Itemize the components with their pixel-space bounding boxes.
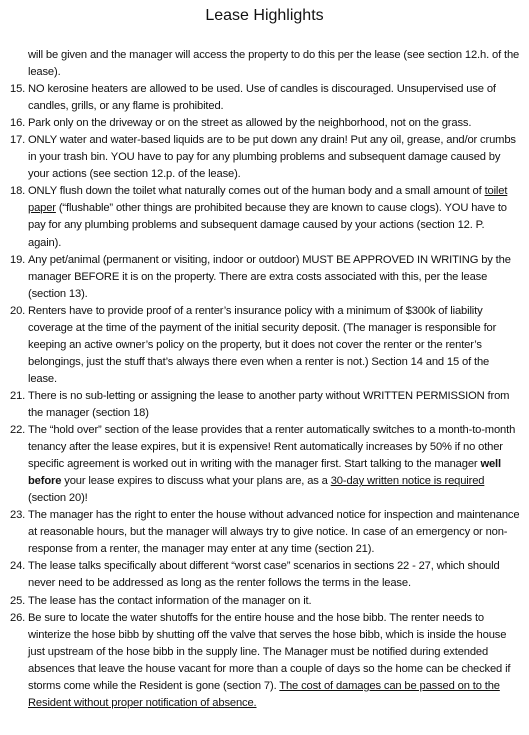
list-item [10, 388, 520, 422]
item-text-part: Be sure to locate the water shutoffs for the entire house and the hose bibb. The renter needs to winterize the hose bibb by shutting off the valve that serves the hose bibb, which is inside the house just upstream of the hose bibb in the supply line. The Manager must be notified during extended absences that leave the house vacant for more than a couple of days so the home can be checked if storms come while the Resident is gone (section 7). [28, 611, 511, 692]
item-text: There is no sub-letting or assigning the lease to another party without WRITTEN PERMISSION from the manager (section 18) [28, 389, 510, 419]
item-number: 25. [10, 594, 26, 607]
item-number: 19. [10, 253, 26, 266]
item-text: Renters have to provide proof of a renter’s insurance policy with a minimum of $300k of liability coverage at the time of the payment of the initial security deposit. (The manager is responsible for keeping an active owner’s policy on the property, but it does not cover the renter or the renter’s belongings, just the stuff that’s always there even when a renter is not.) Section 14 and 15 of the lease. [28, 304, 497, 385]
item-text: ONLY water and water-based liquids are to be put down any drain! Put any oil, grease, and/or crumbs in your trash bin. YOU have to pay for any plumbing problems and subsequent damage caused by your actions (see section 12.p. of the lease). [28, 134, 516, 181]
item-number: 20. [10, 304, 26, 317]
item-text-part: (section 20)! [28, 492, 88, 505]
list-item [10, 593, 520, 610]
list-item [10, 115, 520, 132]
underlined-text: 30-day written notice is required [330, 475, 485, 488]
underlined-text: toilet paper [28, 185, 508, 215]
item-text [28, 610, 520, 712]
item-text [28, 183, 520, 251]
item-number: 26. [10, 611, 26, 624]
list-item [10, 81, 520, 115]
item-number: 22. [10, 424, 26, 437]
list-item [10, 183, 520, 251]
continuation-text: will be given and the manager will access the property to do this per the lease (see section 12.h. of the lease). [28, 49, 520, 79]
item-text-part: your lease expires to discuss what your plans are, as a [61, 475, 331, 488]
item-text: NO kerosine heaters are allowed to be used. Use of candles is discouraged. Unsupervised use of candles, grills, or any flame is prohibited. [28, 83, 496, 113]
item-text: The manager has the right to enter the house without advanced notice for inspection and maintenance at reasonable hours, but the manager will always try to give notice. In case of an emergency or non-response from a renter, the manager may enter at any time (section 21). [28, 509, 520, 556]
item-text [28, 422, 520, 507]
item-text: Any pet/animal (permanent or visiting, indoor or outdoor) MUST BE APPROVED IN WRITING by the manager BEFORE it is on the property. There are extra costs associated with this, per the lease (section 13). [28, 253, 511, 300]
item-number: 17. [10, 134, 26, 147]
page-title: Lease Highlights [205, 7, 324, 24]
list-item [10, 132, 520, 183]
item-number: 24. [10, 560, 26, 573]
item-number: 18. [10, 185, 26, 198]
item-text-part: The “hold over” section of the lease provides that a renter automatically switches to a month-to-month tenancy after the lease expires, but it is expensive! Rent automatically increases by 50% if no other specific agreement is worked out in writing with the manager first. Start talking to the manager [28, 424, 516, 471]
list-item [10, 558, 520, 592]
item-text: The lease talks specifically about different “worst case” scenarios in sections 22 - 27, which should never need to be addressed as long as the renter follows the terms in the lease. [28, 560, 500, 590]
item-text: Park only on the driveway or on the street as allowed by the neighborhood, not on the grass. [28, 117, 472, 130]
item-text-part: (“flushable” other things are prohibited because they are known to cause clogs). YOU have to pay for any plumbing problems and subsequent damage caused by your actions (section 12. P. again). [28, 202, 507, 249]
item-number: 21. [10, 389, 26, 402]
underlined-text: The cost of damages can be passed on to the Resident without proper notification of absence. [28, 679, 500, 709]
item-text-part: ONLY flush down the toilet what naturally comes out of the human body and a small amount of [28, 185, 485, 198]
list-item [10, 507, 520, 558]
item-number: 15. [10, 83, 26, 96]
item-text: The lease has the contact information of the manager on it. [28, 594, 312, 607]
list-item [10, 422, 520, 507]
list-item [10, 610, 520, 712]
item-number: 23. [10, 509, 26, 522]
lease-list [10, 47, 520, 712]
bold-text: well before [28, 458, 501, 488]
list-item [10, 303, 520, 388]
item-number: 16. [10, 117, 26, 130]
list-item [10, 252, 520, 303]
